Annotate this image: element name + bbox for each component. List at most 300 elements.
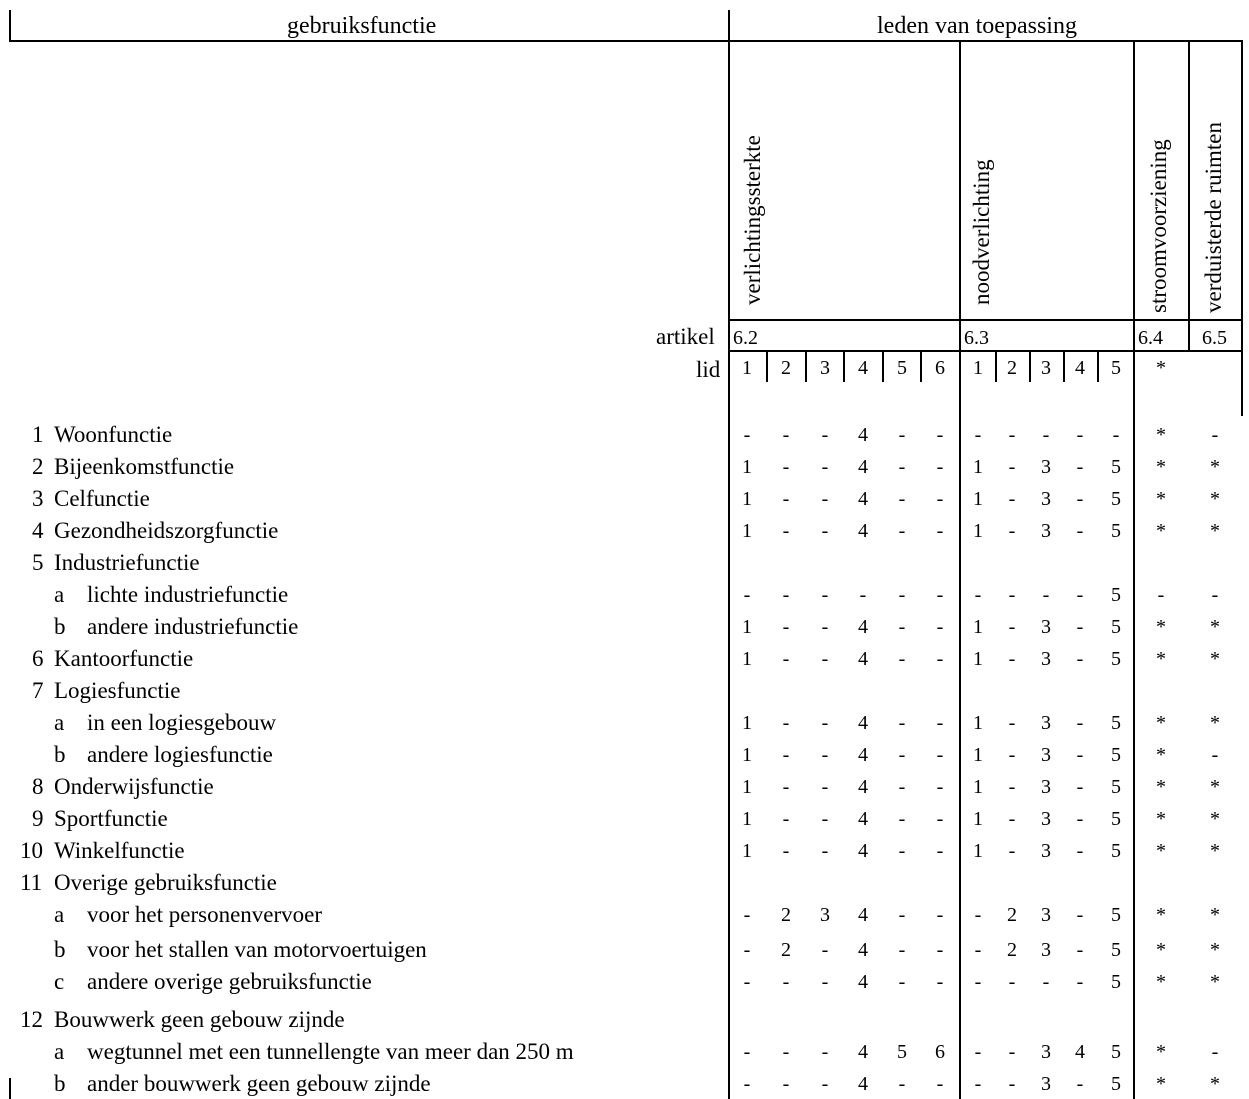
- table-cell: -: [898, 456, 906, 478]
- table-cell: 3: [1041, 776, 1051, 798]
- table-cell: 4: [858, 456, 868, 478]
- row-number: 12: [20, 1007, 43, 1032]
- table-cell: 1: [973, 520, 983, 542]
- table-cell: -: [743, 1073, 751, 1095]
- table-cell: *: [1156, 712, 1166, 734]
- table-cell: 4: [858, 712, 868, 734]
- table-cell: -: [1008, 712, 1016, 734]
- artikel-value: 6.4: [1138, 327, 1163, 349]
- row-sublabel-letter: b: [54, 742, 66, 767]
- lid-divider: [766, 352, 768, 382]
- lid-number: *: [1156, 357, 1166, 379]
- table-cell: -: [936, 744, 944, 766]
- table-cell: *: [1156, 971, 1166, 993]
- table-cell: 4: [858, 616, 868, 638]
- column-title-gebruiksfunctie: gebruiksfunctie: [287, 13, 437, 39]
- table-cell: 1: [973, 744, 983, 766]
- table-cell: 3: [1041, 1041, 1051, 1063]
- table-cell: -: [936, 840, 944, 862]
- table-cell: 1: [973, 488, 983, 510]
- table-cell: -: [936, 520, 944, 542]
- table-cell: 3: [1041, 456, 1051, 478]
- row-label: voor het stallen van motorvoertuigen: [87, 937, 427, 962]
- row-label: Bijeenkomstfunctie: [54, 454, 235, 479]
- table-cell: 5: [1111, 520, 1121, 542]
- row-label: Winkelfunctie: [54, 838, 185, 863]
- table-cell: -: [1042, 584, 1050, 606]
- table-cell: 3: [1041, 648, 1051, 670]
- row-number: 11: [20, 870, 43, 895]
- table-cell: -: [898, 840, 906, 862]
- table-cell: -: [1076, 939, 1084, 961]
- table-cell: 3: [1041, 744, 1051, 766]
- table-cell: -: [898, 488, 906, 510]
- row-sublabel-letter: a: [54, 710, 65, 735]
- table-cell: -: [1076, 648, 1084, 670]
- table-cell: -: [898, 584, 906, 606]
- lid-number: 1: [742, 357, 752, 379]
- lid-number: 5: [897, 357, 907, 379]
- table-cell: -: [898, 744, 906, 766]
- table-cell: 2: [1007, 939, 1017, 961]
- table-cell: -: [1076, 744, 1084, 766]
- table-cell: 4: [858, 776, 868, 798]
- row-number: 1: [32, 422, 44, 447]
- table-cell: -: [936, 712, 944, 734]
- lid-number: 2: [1007, 357, 1017, 379]
- table-cell: -: [1008, 520, 1016, 542]
- table-cell: *: [1210, 939, 1220, 961]
- table-cell: *: [1156, 744, 1166, 766]
- table-cell: -: [1076, 616, 1084, 638]
- table-cell: -: [1076, 1073, 1084, 1095]
- table-cell: -: [782, 488, 790, 510]
- row-number: 8: [32, 774, 44, 799]
- table-cell: 3: [1041, 939, 1051, 961]
- heading-noodverlichting: noodverlichting: [969, 159, 994, 305]
- table-cell: -: [1008, 840, 1016, 862]
- table-cell: -: [898, 904, 906, 926]
- table-cell: *: [1156, 488, 1166, 510]
- table-cell: -: [1076, 488, 1084, 510]
- lid-label: lid: [696, 357, 721, 382]
- table-cell: -: [1042, 424, 1050, 446]
- table-cell: -: [1076, 808, 1084, 830]
- table-cell: 5: [1111, 1041, 1121, 1063]
- table-cell: -: [936, 808, 944, 830]
- table-cell: 1: [742, 808, 752, 830]
- table-cell: -: [936, 616, 944, 638]
- table-cell: 5: [1111, 840, 1121, 862]
- table-cell: -: [821, 616, 829, 638]
- table-cell: -: [1008, 776, 1016, 798]
- table-cell: *: [1210, 808, 1220, 830]
- table-cell: -: [821, 939, 829, 961]
- artikel-value: 6.5: [1202, 327, 1227, 349]
- artikel-label: artikel: [656, 324, 715, 349]
- table-cell: *: [1210, 971, 1220, 993]
- heading-verduisterde-ruimten: verduisterde ruimten: [1201, 122, 1226, 313]
- table-cell: -: [1211, 424, 1219, 446]
- table-cell: *: [1210, 488, 1220, 510]
- table-cell: -: [1008, 424, 1016, 446]
- table-cell: 4: [858, 939, 868, 961]
- table-cell: 5: [1111, 712, 1121, 734]
- table-cell: 3: [1041, 904, 1051, 926]
- table-cell: 4: [858, 1073, 868, 1095]
- table-cell: -: [936, 456, 944, 478]
- lid-number: 6: [935, 357, 945, 379]
- table-cell: -: [821, 488, 829, 510]
- table-cell: -: [936, 488, 944, 510]
- table-cell: -: [1076, 584, 1084, 606]
- table-cell: 4: [858, 648, 868, 670]
- table-cell: 2: [781, 939, 791, 961]
- lid-number: 5: [1111, 357, 1121, 379]
- table-cell: 5: [1111, 616, 1121, 638]
- table-cell: -: [1211, 584, 1219, 606]
- table-cell: 4: [858, 808, 868, 830]
- table-cell: 1: [973, 776, 983, 798]
- table-cell: -: [821, 520, 829, 542]
- table-cell: *: [1156, 904, 1166, 926]
- column-title-leden: leden van toepassing: [877, 13, 1077, 39]
- table-cell: -: [1076, 424, 1084, 446]
- table-cell: *: [1210, 904, 1220, 926]
- table-cell: 1: [742, 456, 752, 478]
- row-sublabel-letter: a: [54, 1039, 65, 1064]
- table-cell: 4: [858, 488, 868, 510]
- table-cell: -: [936, 648, 944, 670]
- table-cell: -: [974, 939, 982, 961]
- table-cell: 5: [1111, 1073, 1121, 1095]
- row-label: wegtunnel met een tunnellengte van meer dan 250 m: [87, 1039, 574, 1064]
- table-cell: 1: [742, 488, 752, 510]
- table-cell: 3: [1041, 1073, 1051, 1095]
- table-cell: -: [743, 971, 751, 993]
- table-cell: -: [1042, 971, 1050, 993]
- table-cell: -: [936, 424, 944, 446]
- table-cell: -: [1008, 971, 1016, 993]
- row-label: in een logiesgebouw: [87, 710, 277, 735]
- table-cell: *: [1156, 648, 1166, 670]
- row-sublabel-letter: b: [54, 614, 66, 639]
- heading-stroomvoorziening: stroomvoorziening: [1146, 139, 1171, 313]
- row-label: Overige gebruiksfunctie: [54, 870, 277, 895]
- row-label: andere industriefunctie: [87, 614, 299, 639]
- table-cell: 5: [1111, 971, 1121, 993]
- table-cell: -: [936, 904, 944, 926]
- row-label: Bouwwerk geen gebouw zijnde: [54, 1007, 345, 1032]
- table-cell: 3: [1041, 840, 1051, 862]
- table-cell: -: [1076, 520, 1084, 542]
- table-cell: *: [1210, 520, 1220, 542]
- table-cell: 1: [742, 712, 752, 734]
- row-label: andere logiesfunctie: [87, 742, 273, 767]
- table-cell: -: [898, 712, 906, 734]
- table-cell: 3: [820, 904, 830, 926]
- table-cell: *: [1210, 616, 1220, 638]
- table-cell: -: [1076, 776, 1084, 798]
- table-cell: 1: [742, 744, 752, 766]
- table-cell: -: [1211, 744, 1219, 766]
- divider-verduisterde: [1188, 42, 1190, 352]
- table-cell: -: [782, 424, 790, 446]
- table-cell: 2: [781, 904, 791, 926]
- row-label: Sportfunctie: [54, 806, 168, 831]
- table-cell: -: [936, 1073, 944, 1095]
- table-cell: 1: [742, 520, 752, 542]
- table-cell: -: [859, 584, 867, 606]
- table-cell: 5: [1111, 744, 1121, 766]
- table-cell: 1: [973, 712, 983, 734]
- table-cell: -: [821, 648, 829, 670]
- table-cell: 5: [897, 1041, 907, 1063]
- table-cell: 3: [1041, 808, 1051, 830]
- table-cell: 5: [1111, 939, 1121, 961]
- lid-divider: [1097, 352, 1099, 382]
- table-cell: -: [898, 424, 906, 446]
- lid-number: 2: [781, 357, 791, 379]
- row-label: Gezondheidszorgfunctie: [54, 518, 279, 543]
- table-cell: -: [782, 712, 790, 734]
- row-label: Industriefunctie: [54, 550, 200, 575]
- lid-number: 4: [858, 357, 868, 379]
- table-cell: 1: [973, 456, 983, 478]
- table-cell: 1: [742, 616, 752, 638]
- table-cell: -: [936, 971, 944, 993]
- table-cell: *: [1156, 840, 1166, 862]
- lid-number: 1: [973, 357, 983, 379]
- header-rule: [9, 40, 1243, 42]
- table-cell: -: [782, 1041, 790, 1063]
- row-label: Kantoorfunctie: [54, 646, 194, 671]
- row-label: voor het personenvervoer: [87, 902, 323, 927]
- table-cell: -: [1008, 616, 1016, 638]
- row-sublabel-letter: b: [54, 937, 66, 962]
- table-cell: -: [1008, 456, 1016, 478]
- lid-divider: [843, 352, 845, 382]
- table-cell: -: [1008, 808, 1016, 830]
- row-label: Onderwijsfunctie: [54, 774, 214, 799]
- table-cell: -: [782, 616, 790, 638]
- table-cell: -: [782, 584, 790, 606]
- table-cell: -: [898, 520, 906, 542]
- table-cell: -: [936, 584, 944, 606]
- row-label: andere overige gebruiksfunctie: [87, 969, 372, 994]
- top-left-border: [9, 10, 11, 40]
- lid-divider: [805, 352, 807, 382]
- table-cell: *: [1156, 939, 1166, 961]
- table-cell: -: [782, 808, 790, 830]
- artikel-top-rule: [729, 319, 1243, 321]
- table-cell: *: [1210, 1073, 1220, 1095]
- table-cell: -: [821, 776, 829, 798]
- table-cell: *: [1156, 456, 1166, 478]
- table-cell: -: [821, 712, 829, 734]
- table-cell: -: [821, 424, 829, 446]
- artikel-value: 6.2: [733, 327, 758, 349]
- row-label: Celfunctie: [54, 486, 150, 511]
- table-cell: -: [1211, 1041, 1219, 1063]
- table-cell: 1: [742, 776, 752, 798]
- table-cell: -: [974, 424, 982, 446]
- table-cell: -: [743, 904, 751, 926]
- table-cell: -: [782, 971, 790, 993]
- table-cell: *: [1156, 1041, 1166, 1063]
- table-cell: -: [974, 904, 982, 926]
- table-cell: -: [743, 939, 751, 961]
- table-cell: 5: [1111, 488, 1121, 510]
- table-cell: 4: [858, 744, 868, 766]
- table-cell: -: [1008, 1073, 1016, 1095]
- table-cell: 3: [1041, 488, 1051, 510]
- table-cell: 1: [742, 648, 752, 670]
- table-cell: *: [1156, 1073, 1166, 1095]
- table-cell: -: [974, 971, 982, 993]
- artikel-value: 6.3: [964, 327, 989, 349]
- lid-divider: [882, 352, 884, 382]
- table-cell: 5: [1111, 648, 1121, 670]
- row-number: 10: [20, 838, 43, 863]
- table-cell: 5: [1111, 456, 1121, 478]
- left-body-border: [9, 1078, 11, 1099]
- table-cell: -: [821, 584, 829, 606]
- row-sublabel-letter: c: [54, 969, 65, 994]
- table-cell: 4: [858, 904, 868, 926]
- row-number: 7: [32, 678, 44, 703]
- table-cell: -: [898, 808, 906, 830]
- table-cell: -: [821, 456, 829, 478]
- table-cell: -: [974, 584, 982, 606]
- heading-verlichtingssterkte: verlichtingssterkte: [740, 135, 765, 305]
- table-cell: 4: [1075, 1041, 1085, 1063]
- table-cell: -: [782, 840, 790, 862]
- table-cell: -: [898, 776, 906, 798]
- row-sublabel-letter: a: [54, 582, 65, 607]
- table-cell: -: [898, 616, 906, 638]
- table-cell: -: [1008, 648, 1016, 670]
- row-number: 5: [32, 550, 44, 575]
- table-cell: *: [1210, 712, 1220, 734]
- row-number: 2: [32, 454, 44, 479]
- table-cell: -: [1076, 712, 1084, 734]
- table-cell: -: [1008, 744, 1016, 766]
- table-cell: -: [1157, 584, 1165, 606]
- table-cell: -: [1112, 424, 1120, 446]
- lid-number: 3: [1041, 357, 1051, 379]
- table-cell: *: [1156, 424, 1166, 446]
- table-cell: -: [898, 971, 906, 993]
- lid-number: 3: [820, 357, 830, 379]
- table-cell: -: [821, 840, 829, 862]
- table-cell: -: [1076, 971, 1084, 993]
- row-number: 3: [32, 486, 44, 511]
- table-cell: -: [782, 776, 790, 798]
- table-cell: -: [974, 1073, 982, 1095]
- table-cell: -: [936, 939, 944, 961]
- row-label: Logiesfunctie: [54, 678, 181, 703]
- table-cell: -: [1008, 584, 1016, 606]
- table-cell: 1: [973, 840, 983, 862]
- row-sublabel-letter: a: [54, 902, 65, 927]
- table-cell: -: [743, 424, 751, 446]
- table-cell: 2: [1007, 904, 1017, 926]
- table-cell: -: [782, 520, 790, 542]
- row-label: lichte industriefunctie: [87, 582, 289, 607]
- table-cell: 1: [973, 808, 983, 830]
- table-cell: 3: [1041, 520, 1051, 542]
- table-cell: -: [782, 744, 790, 766]
- table-cell: *: [1156, 520, 1166, 542]
- row-number: 9: [32, 806, 44, 831]
- table-cell: 6: [935, 1041, 945, 1063]
- table-cell: 3: [1041, 616, 1051, 638]
- table-cell: 4: [858, 424, 868, 446]
- table-cell: -: [821, 971, 829, 993]
- table-cell: 4: [858, 520, 868, 542]
- table-cell: -: [743, 1041, 751, 1063]
- right-border: [1241, 42, 1243, 416]
- lid-number: 4: [1075, 357, 1085, 379]
- table-cell: *: [1210, 648, 1220, 670]
- row-label: ander bouwwerk geen gebouw zijnde: [87, 1071, 431, 1096]
- table-cell: *: [1210, 776, 1220, 798]
- row-label: Woonfunctie: [54, 422, 173, 447]
- table-cell: *: [1210, 456, 1220, 478]
- table-cell: *: [1210, 840, 1220, 862]
- row-number: 6: [32, 646, 44, 671]
- table-cell: 5: [1111, 584, 1121, 606]
- table-cell: -: [974, 1041, 982, 1063]
- table-cell: -: [1008, 1041, 1016, 1063]
- divider-noodverlichting: [959, 42, 961, 1099]
- table-cell: -: [821, 1073, 829, 1095]
- table-cell: -: [821, 1041, 829, 1063]
- table-cell: 5: [1111, 776, 1121, 798]
- table-cell: -: [1008, 488, 1016, 510]
- table-cell: -: [782, 456, 790, 478]
- row-number: 4: [32, 518, 44, 543]
- table-cell: -: [898, 648, 906, 670]
- lid-divider: [920, 352, 922, 382]
- table-cell: -: [898, 1073, 906, 1095]
- table-cell: 4: [858, 840, 868, 862]
- divider-main: [728, 10, 730, 1099]
- table-cell: -: [821, 808, 829, 830]
- table-cell: 1: [742, 840, 752, 862]
- table-cell: -: [898, 939, 906, 961]
- table-cell: -: [782, 648, 790, 670]
- table-cell: -: [1076, 904, 1084, 926]
- table-cell: 5: [1111, 904, 1121, 926]
- table-cell: 4: [858, 1041, 868, 1063]
- table-cell: 3: [1041, 712, 1051, 734]
- table-cell: 1: [973, 616, 983, 638]
- table-cell: *: [1156, 776, 1166, 798]
- table-cell: *: [1156, 808, 1166, 830]
- table-cell: -: [821, 744, 829, 766]
- table-cell: -: [782, 1073, 790, 1095]
- table-cell: 1: [973, 648, 983, 670]
- table-cell: -: [936, 776, 944, 798]
- table-cell: -: [1076, 456, 1084, 478]
- table-cell: -: [743, 584, 751, 606]
- table-cell: -: [1076, 840, 1084, 862]
- row-sublabel-letter: b: [54, 1071, 66, 1096]
- table-cell: 5: [1111, 808, 1121, 830]
- table-cell: *: [1156, 616, 1166, 638]
